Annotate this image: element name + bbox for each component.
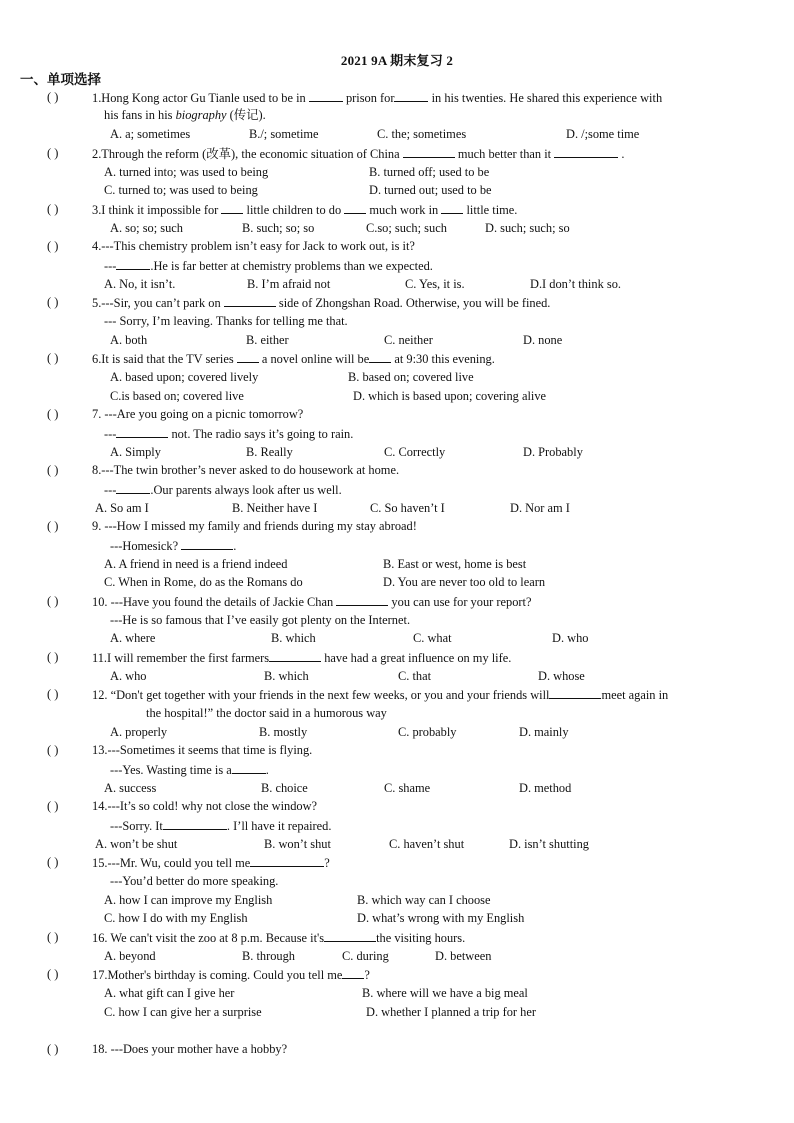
option-b[interactable]: B./; sometime xyxy=(249,127,319,141)
question-stem: 8.---The twin brother’s never asked to do housework at home. xyxy=(92,463,400,477)
option-a[interactable]: A. So am I xyxy=(95,501,149,515)
option-c[interactable]: C.so; such; such xyxy=(366,221,447,235)
option-c[interactable]: C. during xyxy=(342,949,389,963)
option-c[interactable]: C. haven’t shut xyxy=(389,837,465,851)
question-stem: 1.Hong Kong actor Gu Tianle used to be in prison for in his twenties. He shared this experience with xyxy=(92,91,663,105)
question-stem-continued: ---Sorry. It . I’ll have it repaired. xyxy=(110,819,332,833)
option-d[interactable]: D. Probably xyxy=(523,445,583,459)
option-b[interactable]: B. which way can I choose xyxy=(357,893,491,907)
answer-bracket: ( ) xyxy=(47,146,59,160)
option-d[interactable]: D. mainly xyxy=(519,725,569,739)
answer-blank[interactable] xyxy=(549,686,601,699)
question-stem: 17.Mother's birthday is coming. Could you tell me ? xyxy=(92,968,370,982)
answer-blank[interactable] xyxy=(116,257,150,270)
option-c[interactable]: C. the; sometimes xyxy=(377,127,467,141)
answer-bracket: ( ) xyxy=(47,463,59,477)
option-a[interactable]: A. properly xyxy=(110,725,168,739)
option-d[interactable]: D. whose xyxy=(538,669,585,683)
option-a[interactable]: A. No, it isn’t. xyxy=(104,277,176,291)
option-b[interactable]: B. either xyxy=(246,333,289,347)
option-a[interactable]: A. beyond xyxy=(104,949,156,963)
option-d[interactable]: D.I don’t think so. xyxy=(530,277,621,291)
question-stem: 5.---Sir, you can’t park on side of Zhongshan Road. Otherwise, you will be fined. xyxy=(92,296,551,310)
option-b[interactable]: B. Neither have I xyxy=(232,501,318,515)
option-a[interactable]: A. a; sometimes xyxy=(110,127,191,141)
answer-blank[interactable] xyxy=(394,89,428,102)
answer-blank[interactable] xyxy=(269,649,321,662)
option-a[interactable]: A. what gift can I give her xyxy=(104,986,235,1000)
option-a[interactable]: A. where xyxy=(110,631,156,645)
answer-blank[interactable] xyxy=(324,929,376,942)
answer-blank[interactable] xyxy=(250,854,324,867)
option-c[interactable]: C. how I can give her a surprise xyxy=(104,1005,262,1019)
option-b[interactable]: B. such; so; so xyxy=(242,221,315,235)
answer-bracket: ( ) xyxy=(47,295,59,309)
option-a[interactable]: A. who xyxy=(110,669,147,683)
question-stem-continued: ---Yes. Wasting time is a . xyxy=(110,763,269,777)
answer-bracket: ( ) xyxy=(47,1042,59,1056)
answer-blank[interactable] xyxy=(342,966,364,979)
answer-blank[interactable] xyxy=(237,350,259,363)
question-stem: 11.I will remember the first farmers have had a great influence on my life. xyxy=(92,651,512,665)
option-a[interactable]: A. how I can improve my English xyxy=(104,893,273,907)
answer-bracket: ( ) xyxy=(47,967,59,981)
answer-bracket: ( ) xyxy=(47,743,59,757)
option-a[interactable]: A. success xyxy=(104,781,157,795)
question-stem-continued: ---He is so famous that I’ve easily got plenty on the Internet. xyxy=(110,613,411,627)
option-b[interactable]: B. based on; covered live xyxy=(348,370,474,384)
question-stem: 15.---Mr. Wu, could you tell me ? xyxy=(92,856,330,870)
answer-blank[interactable] xyxy=(344,201,366,214)
question-stem-continued: ---Homesick? . xyxy=(110,539,237,553)
option-b[interactable]: B. mostly xyxy=(259,725,308,739)
answer-bracket: ( ) xyxy=(47,855,59,869)
answer-bracket: ( ) xyxy=(47,650,59,664)
option-c[interactable]: C. probably xyxy=(398,725,457,739)
option-c[interactable]: C. turned to; was used to being xyxy=(104,183,258,197)
answer-bracket: ( ) xyxy=(47,519,59,533)
question-stem-continued: the hospital!” the doctor said in a humorous way xyxy=(146,706,387,720)
answer-blank[interactable] xyxy=(336,593,388,606)
option-c[interactable]: C. what xyxy=(413,631,452,645)
option-c[interactable]: C. shame xyxy=(384,781,431,795)
answer-blank[interactable] xyxy=(163,817,227,830)
question-stem-continued: ---You’d better do more speaking. xyxy=(110,874,279,888)
answer-blank[interactable] xyxy=(554,145,618,158)
question-stem: 7. ---Are you going on a picnic tomorrow? xyxy=(92,407,304,421)
answer-blank[interactable] xyxy=(309,89,343,102)
option-d[interactable]: D. such; such; so xyxy=(485,221,570,235)
option-d[interactable]: D. none xyxy=(523,333,563,347)
answer-bracket: ( ) xyxy=(47,799,59,813)
option-d[interactable]: D. which is based upon; covering alive xyxy=(353,389,547,403)
option-d[interactable]: D. method xyxy=(519,781,572,795)
answer-bracket: ( ) xyxy=(47,90,59,104)
answer-blank[interactable] xyxy=(181,537,233,550)
option-d[interactable]: D. isn’t shutting xyxy=(509,837,589,851)
option-b[interactable]: B. where will we have a big meal xyxy=(362,986,528,1000)
question-stem: 12. “Don't get together with your friends in the next few weeks, or you and your friends will meet again in xyxy=(92,688,669,702)
question-stem-continued: --- .Our parents always look after us well. xyxy=(104,483,342,497)
question-stem-continued: his fans in his biography (传记). xyxy=(104,108,266,122)
answer-blank[interactable] xyxy=(369,350,391,363)
question-stem: 18. ---Does your mother have a hobby? xyxy=(92,1042,288,1056)
option-c[interactable]: C. that xyxy=(398,669,432,683)
option-c[interactable]: C. So haven’t I xyxy=(370,501,445,515)
option-d[interactable]: D. who xyxy=(552,631,589,645)
option-d[interactable]: D. between xyxy=(435,949,492,963)
answer-bracket: ( ) xyxy=(47,594,59,608)
question-stem: 6.It is said that the TV series a novel online will be at 9:30 this evening. xyxy=(92,352,495,366)
option-a[interactable]: A. won’t be shut xyxy=(95,837,178,851)
option-c[interactable]: C. how I do with my English xyxy=(104,911,248,925)
question-stem-continued: --- Sorry, I’m leaving. Thanks for telling me that. xyxy=(104,314,348,328)
option-c[interactable]: C. When in Rome, do as the Romans do xyxy=(104,575,303,589)
option-d[interactable]: D. You are never too old to learn xyxy=(383,575,546,589)
option-d[interactable]: D. Nor am I xyxy=(510,501,570,515)
question-stem: 9. ---How I missed my family and friends during my stay abroad! xyxy=(92,519,417,533)
option-d[interactable]: D. whether I planned a trip for her xyxy=(366,1005,536,1019)
answer-blank[interactable] xyxy=(403,145,455,158)
question-stem-continued: --- not. The radio says it’s going to rain. xyxy=(104,427,354,441)
question-stem: 3.I think it impossible for little children to do much work in little time. xyxy=(92,203,518,217)
question-stem: 16. We can't visit the zoo at 8 p.m. Because it's the visiting hours. xyxy=(92,931,466,945)
answer-bracket: ( ) xyxy=(47,202,59,216)
option-b[interactable]: B. Really xyxy=(246,445,293,459)
option-a[interactable]: A. based upon; covered lively xyxy=(110,370,259,384)
question-stem: 10. ---Have you found the details of Jackie Chan you can use for your report? xyxy=(92,595,532,609)
option-b[interactable]: B. won’t shut xyxy=(264,837,331,851)
answer-bracket: ( ) xyxy=(47,351,59,365)
option-b[interactable]: B. choice xyxy=(261,781,308,795)
option-a[interactable]: A. so; so; such xyxy=(110,221,183,235)
option-b[interactable]: B. which xyxy=(271,631,316,645)
option-a[interactable]: A. both xyxy=(110,333,148,347)
section-heading: 一、单项选择 xyxy=(20,72,101,87)
answer-blank[interactable] xyxy=(232,761,266,774)
question-stem-continued: --- .He is far better at chemistry problems than we expected. xyxy=(104,259,433,273)
option-c[interactable]: C. neither xyxy=(384,333,433,347)
option-a[interactable]: A. A friend in need is a friend indeed xyxy=(104,557,288,571)
option-b[interactable]: B. which xyxy=(264,669,309,683)
answer-bracket: ( ) xyxy=(47,407,59,421)
option-d[interactable]: D. turned out; used to be xyxy=(369,183,492,197)
option-b[interactable]: B. through xyxy=(242,949,296,963)
option-c[interactable]: C. Correctly xyxy=(384,445,446,459)
question-stem: 2.Through the reform (改革), the economic situation of China much better than it . xyxy=(92,147,625,161)
option-d[interactable]: D. what’s wrong with my English xyxy=(357,911,525,925)
answer-blank[interactable] xyxy=(441,201,463,214)
option-a[interactable]: A. turned into; was used to being xyxy=(104,165,269,179)
answer-bracket: ( ) xyxy=(47,239,59,253)
answer-blank[interactable] xyxy=(116,425,168,438)
question-stem: 14.---It’s so cold! why not close the window? xyxy=(92,799,318,813)
answer-blank[interactable] xyxy=(116,481,150,494)
answer-bracket: ( ) xyxy=(47,687,59,701)
question-stem: 4.---This chemistry problem isn’t easy for Jack to work out, is it? xyxy=(92,239,415,253)
answer-blank[interactable] xyxy=(221,201,243,214)
option-b[interactable]: B. East or west, home is best xyxy=(383,557,527,571)
option-d[interactable]: D. /;some time xyxy=(566,127,640,141)
answer-blank[interactable] xyxy=(224,294,276,307)
option-c[interactable]: C.is based on; covered live xyxy=(110,389,244,403)
option-b[interactable]: B. I’m afraid not xyxy=(247,277,331,291)
option-b[interactable]: B. turned off; used to be xyxy=(369,165,490,179)
page-title: 2021 9A 期末复习 2 xyxy=(340,53,454,68)
question-stem: 13.---Sometimes it seems that time is flying. xyxy=(92,743,313,757)
answer-bracket: ( ) xyxy=(47,930,59,944)
option-a[interactable]: A. Simply xyxy=(110,445,161,459)
option-c[interactable]: C. Yes, it is. xyxy=(405,277,465,291)
